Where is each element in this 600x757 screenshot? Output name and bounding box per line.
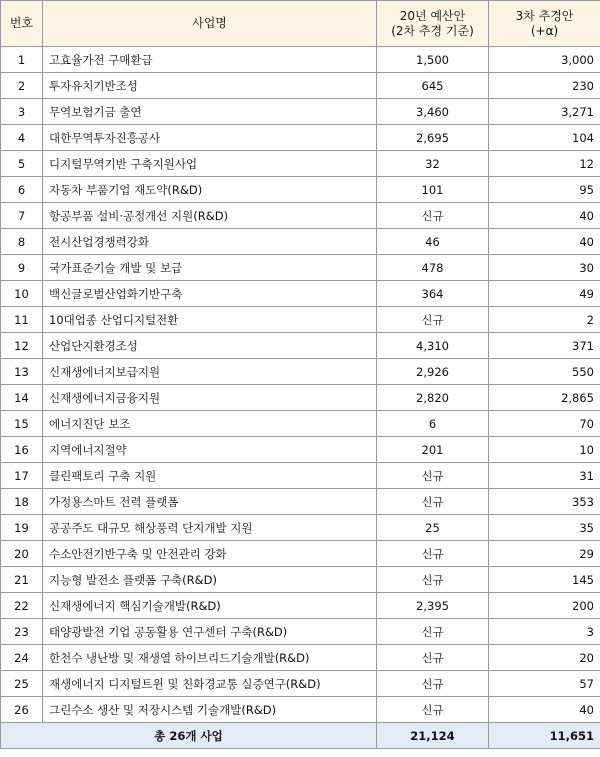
row-supp3: 30	[489, 255, 600, 281]
row-budget20: 신규	[377, 567, 489, 593]
row-budget20: 25	[377, 515, 489, 541]
total-row	[1, 723, 600, 749]
table-row	[1, 73, 600, 99]
row-budget20: 201	[377, 437, 489, 463]
row-name: 클린팩토리 구축 지원	[43, 463, 377, 489]
row-supp3: 35	[489, 515, 600, 541]
row-supp3: 95	[489, 177, 600, 203]
row-number: 7	[1, 203, 43, 229]
row-budget20: 2,395	[377, 593, 489, 619]
row-number: 25	[1, 671, 43, 697]
table-row	[1, 229, 600, 255]
row-supp3: 550	[489, 359, 600, 385]
row-supp3: 10	[489, 437, 600, 463]
row-budget20: 신규	[377, 463, 489, 489]
row-budget20: 신규	[377, 645, 489, 671]
row-supp3: 3,000	[489, 47, 600, 73]
row-name: 그린수소 생산 및 저장시스템 기술개발(R&D)	[43, 697, 377, 723]
row-name: 산업단지환경조성	[43, 333, 377, 359]
row-supp3: 3	[489, 619, 600, 645]
row-supp3: 40	[489, 697, 600, 723]
row-budget20: 신규	[377, 671, 489, 697]
row-budget20: 신규	[377, 489, 489, 515]
table-row	[1, 541, 600, 567]
total-supp3: 11,651	[489, 723, 600, 749]
row-number: 16	[1, 437, 43, 463]
row-budget20: 46	[377, 229, 489, 255]
row-number: 4	[1, 125, 43, 151]
header-budget20	[377, 1, 489, 47]
table-row	[1, 333, 600, 359]
row-supp3: 104	[489, 125, 600, 151]
row-name: 가정용스마트 전력 플랫폼	[43, 489, 377, 515]
row-name: 고효율가전 구매환급	[43, 47, 377, 73]
table-row	[1, 151, 600, 177]
row-supp3: 57	[489, 671, 600, 697]
row-name: 에너지진단 보조	[43, 411, 377, 437]
table-row	[1, 255, 600, 281]
row-budget20: 3,460	[377, 99, 489, 125]
table-row	[1, 593, 600, 619]
row-name: 10대업종 산업디지털전환	[43, 307, 377, 333]
header-budget20-line1: 20년 예산안	[399, 8, 466, 23]
row-name: 무역보험기금 출연	[43, 99, 377, 125]
row-supp3: 49	[489, 281, 600, 307]
row-supp3: 2	[489, 307, 600, 333]
row-number: 14	[1, 385, 43, 411]
row-name: 태양광발전 기업 공동활용 연구센터 구축(R&D)	[43, 619, 377, 645]
table-row	[1, 489, 600, 515]
row-name: 신재생에너지금융지원	[43, 385, 377, 411]
row-budget20: 2,820	[377, 385, 489, 411]
table-row	[1, 203, 600, 229]
row-name: 국가표준기술 개발 및 보급	[43, 255, 377, 281]
total-label: 총 26개 사업	[1, 723, 377, 749]
table-row	[1, 437, 600, 463]
total-budget20: 21,124	[377, 723, 489, 749]
row-name: 지역에너지절약	[43, 437, 377, 463]
row-number: 3	[1, 99, 43, 125]
row-supp3: 230	[489, 73, 600, 99]
row-name: 지능형 발전소 플랫폼 구축(R&D)	[43, 567, 377, 593]
row-supp3: 40	[489, 229, 600, 255]
row-name: 투자유치기반조성	[43, 73, 377, 99]
row-supp3: 40	[489, 203, 600, 229]
row-number: 2	[1, 73, 43, 99]
table-row	[1, 697, 600, 723]
row-name: 대한무역투자진흥공사	[43, 125, 377, 151]
row-number: 5	[1, 151, 43, 177]
row-name: 디지털무역기반 구축지원사업	[43, 151, 377, 177]
header-no: 번호	[1, 1, 43, 47]
row-number: 9	[1, 255, 43, 281]
row-supp3: 70	[489, 411, 600, 437]
row-supp3: 3,271	[489, 99, 600, 125]
table-body	[1, 47, 600, 723]
row-supp3: 200	[489, 593, 600, 619]
table-row	[1, 515, 600, 541]
row-supp3: 2,865	[489, 385, 600, 411]
table-row	[1, 125, 600, 151]
table-row	[1, 281, 600, 307]
row-name: 수소안전기반구축 및 안전관리 강화	[43, 541, 377, 567]
header-supp3-line2: (+α)	[530, 23, 559, 38]
row-name: 전시산업경쟁력강화	[43, 229, 377, 255]
row-name: 백신글로벌산업화기반구축	[43, 281, 377, 307]
row-number: 22	[1, 593, 43, 619]
row-number: 10	[1, 281, 43, 307]
row-budget20: 364	[377, 281, 489, 307]
row-budget20: 101	[377, 177, 489, 203]
row-budget20: 645	[377, 73, 489, 99]
table-row	[1, 671, 600, 697]
table-row	[1, 463, 600, 489]
row-budget20: 478	[377, 255, 489, 281]
row-budget20: 2,695	[377, 125, 489, 151]
table-row	[1, 619, 600, 645]
row-budget20: 신규	[377, 203, 489, 229]
row-number: 19	[1, 515, 43, 541]
row-number: 11	[1, 307, 43, 333]
row-supp3: 12	[489, 151, 600, 177]
row-budget20: 1,500	[377, 47, 489, 73]
table-row	[1, 567, 600, 593]
row-supp3: 20	[489, 645, 600, 671]
row-budget20: 2,926	[377, 359, 489, 385]
table-header	[1, 1, 600, 47]
row-name: 항공부품 설비‧공정개선 지원(R&D)	[43, 203, 377, 229]
row-name: 자동차 부품기업 재도약(R&D)	[43, 177, 377, 203]
row-number: 24	[1, 645, 43, 671]
row-name: 신재생에너지보급지원	[43, 359, 377, 385]
row-name: 한천수 냉난방 및 재생열 하이브리드기술개발(R&D)	[43, 645, 377, 671]
header-supp3-line1: 3차 추경안	[515, 8, 574, 23]
row-number: 12	[1, 333, 43, 359]
header-supp3	[489, 1, 600, 47]
row-supp3: 353	[489, 489, 600, 515]
row-budget20: 신규	[377, 541, 489, 567]
row-number: 13	[1, 359, 43, 385]
row-number: 1	[1, 47, 43, 73]
table-row	[1, 385, 600, 411]
table-row	[1, 47, 600, 73]
table-row	[1, 307, 600, 333]
row-number: 6	[1, 177, 43, 203]
row-supp3: 371	[489, 333, 600, 359]
row-number: 17	[1, 463, 43, 489]
row-number: 20	[1, 541, 43, 567]
row-budget20: 신규	[377, 697, 489, 723]
table-row	[1, 99, 600, 125]
header-name: 사업명	[43, 1, 377, 47]
table-row	[1, 645, 600, 671]
row-budget20: 신규	[377, 307, 489, 333]
row-number: 23	[1, 619, 43, 645]
row-supp3: 29	[489, 541, 600, 567]
row-number: 8	[1, 229, 43, 255]
row-name: 재생에너지 디지털트윈 및 친화경교통 실증연구(R&D)	[43, 671, 377, 697]
row-budget20: 신규	[377, 619, 489, 645]
row-budget20: 32	[377, 151, 489, 177]
table-row	[1, 411, 600, 437]
row-supp3: 145	[489, 567, 600, 593]
table-row	[1, 177, 600, 203]
row-name: 신재생에너지 핵심기술개발(R&D)	[43, 593, 377, 619]
row-budget20: 4,310	[377, 333, 489, 359]
table-footer	[1, 723, 600, 749]
header-budget20-line2: (2차 추경 기준)	[391, 23, 474, 38]
row-number: 21	[1, 567, 43, 593]
row-number: 18	[1, 489, 43, 515]
table-row	[1, 359, 600, 385]
row-number: 26	[1, 697, 43, 723]
row-budget20: 6	[377, 411, 489, 437]
row-supp3: 31	[489, 463, 600, 489]
row-name: 공공주도 대규모 해상풍력 단지개발 지원	[43, 515, 377, 541]
row-number: 15	[1, 411, 43, 437]
